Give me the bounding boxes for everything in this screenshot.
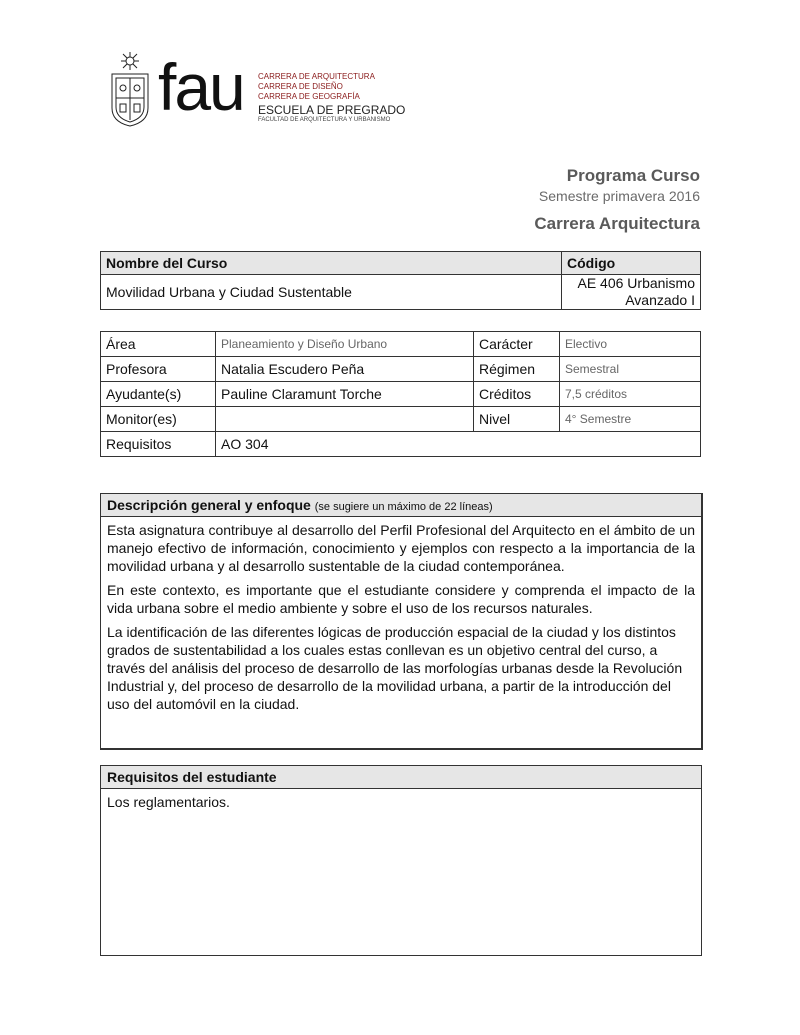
course-name-header: Nombre del Curso (101, 252, 562, 275)
regimen-value: Semestral (560, 357, 701, 382)
requirements-text: Los reglamentarios. (107, 794, 230, 810)
regimen-label: Régimen (474, 357, 560, 382)
student-requirements-section (100, 765, 702, 956)
carrera-line-3: CARRERA DE GEOGRAFÍA (258, 92, 360, 101)
carrera-line-2: CARRERA DE DISEÑO (258, 82, 343, 91)
profesora-label: Profesora (101, 357, 216, 382)
requisitos-label: Requisitos (101, 432, 216, 457)
course-details-table (100, 331, 701, 457)
course-name: Movilidad Urbana y Ciudad Sustentable (101, 275, 562, 310)
faculty-lines (258, 72, 405, 124)
description-hint: (se sugiere un máximo de 22 líneas) (314, 501, 493, 513)
university-crest-icon (108, 50, 152, 128)
profesora-value: Natalia Escudero Peña (216, 357, 474, 382)
area-label: Área (101, 332, 216, 357)
program-title-block (534, 166, 700, 234)
program-title: Programa Curso (566, 166, 700, 185)
description-section (100, 493, 703, 750)
requisitos-value: AO 304 (216, 432, 701, 457)
fau-wordmark: fau (158, 50, 244, 124)
description-header (101, 494, 701, 517)
ayudante-label: Ayudante(s) (101, 382, 216, 407)
nivel-value: 4° Semestre (560, 407, 701, 432)
facultad-line: FACULTAD DE ARQUITECTURA Y URBANISMO (258, 117, 391, 123)
nivel-label: Nivel (474, 407, 560, 432)
course-table (100, 251, 701, 310)
carrera-line-1: CARRERA DE ARQUITECTURA (258, 72, 375, 81)
escuela-line: ESCUELA DE PREGRADO (258, 103, 406, 117)
description-body (101, 517, 701, 723)
description-paragraph-3: La identificación de las diferentes lógicas de producción espacial de la ciudad y los distintos grados de sustentabilidad a los cuales estas conllevan es un objetivo central del curso, a través del análisis del proceso de desarrollo de las morfologías urbanas desde la Revolución Industrial y, del proceso de desarrollo de la movilidad urbana, a partir de la introducción del uso del automóvil en la ciudad. (107, 624, 683, 712)
course-code-line-2: Avanzado I (625, 292, 695, 308)
requirements-body (101, 789, 701, 821)
description-paragraph-2: En este contexto, es importante que el estudiante considere y comprenda el impacto de la vida urbana sobre el medio ambiente y sobre el uso de los recursos naturales. (107, 582, 695, 616)
course-code-header: Código (562, 252, 701, 275)
creditos-label: Créditos (474, 382, 560, 407)
caracter-value: Electivo (560, 332, 701, 357)
area-value: Planeamiento y Diseño Urbano (216, 332, 474, 357)
caracter-label: Carácter (474, 332, 560, 357)
semester-label: Semestre primavera 2016 (538, 188, 700, 204)
faculty-logo (108, 50, 408, 128)
monitor-label: Monitor(es) (101, 407, 216, 432)
description-paragraph-1: Esta asignatura contribuye al desarrollo del Perfil Profesional del Arquitecto en el ámbito de un manejo efectivo de información, conocimiento y ejemplos con respecto a la importancia de la movilidad urbana y al desarrollo sustentable de la ciudad contemporánea. (107, 522, 695, 574)
description-title: Descripción general y enfoque (107, 497, 311, 513)
requirements-header: Requisitos del estudiante (101, 766, 701, 789)
course-code (562, 275, 701, 310)
ayudante-value: Pauline Claramunt Torche (216, 382, 474, 407)
career-title: Carrera Arquitectura (534, 214, 700, 233)
monitor-value (216, 407, 474, 432)
course-code-line-1: AE 406 Urbanismo (577, 275, 695, 291)
creditos-value: 7,5 créditos (560, 382, 701, 407)
